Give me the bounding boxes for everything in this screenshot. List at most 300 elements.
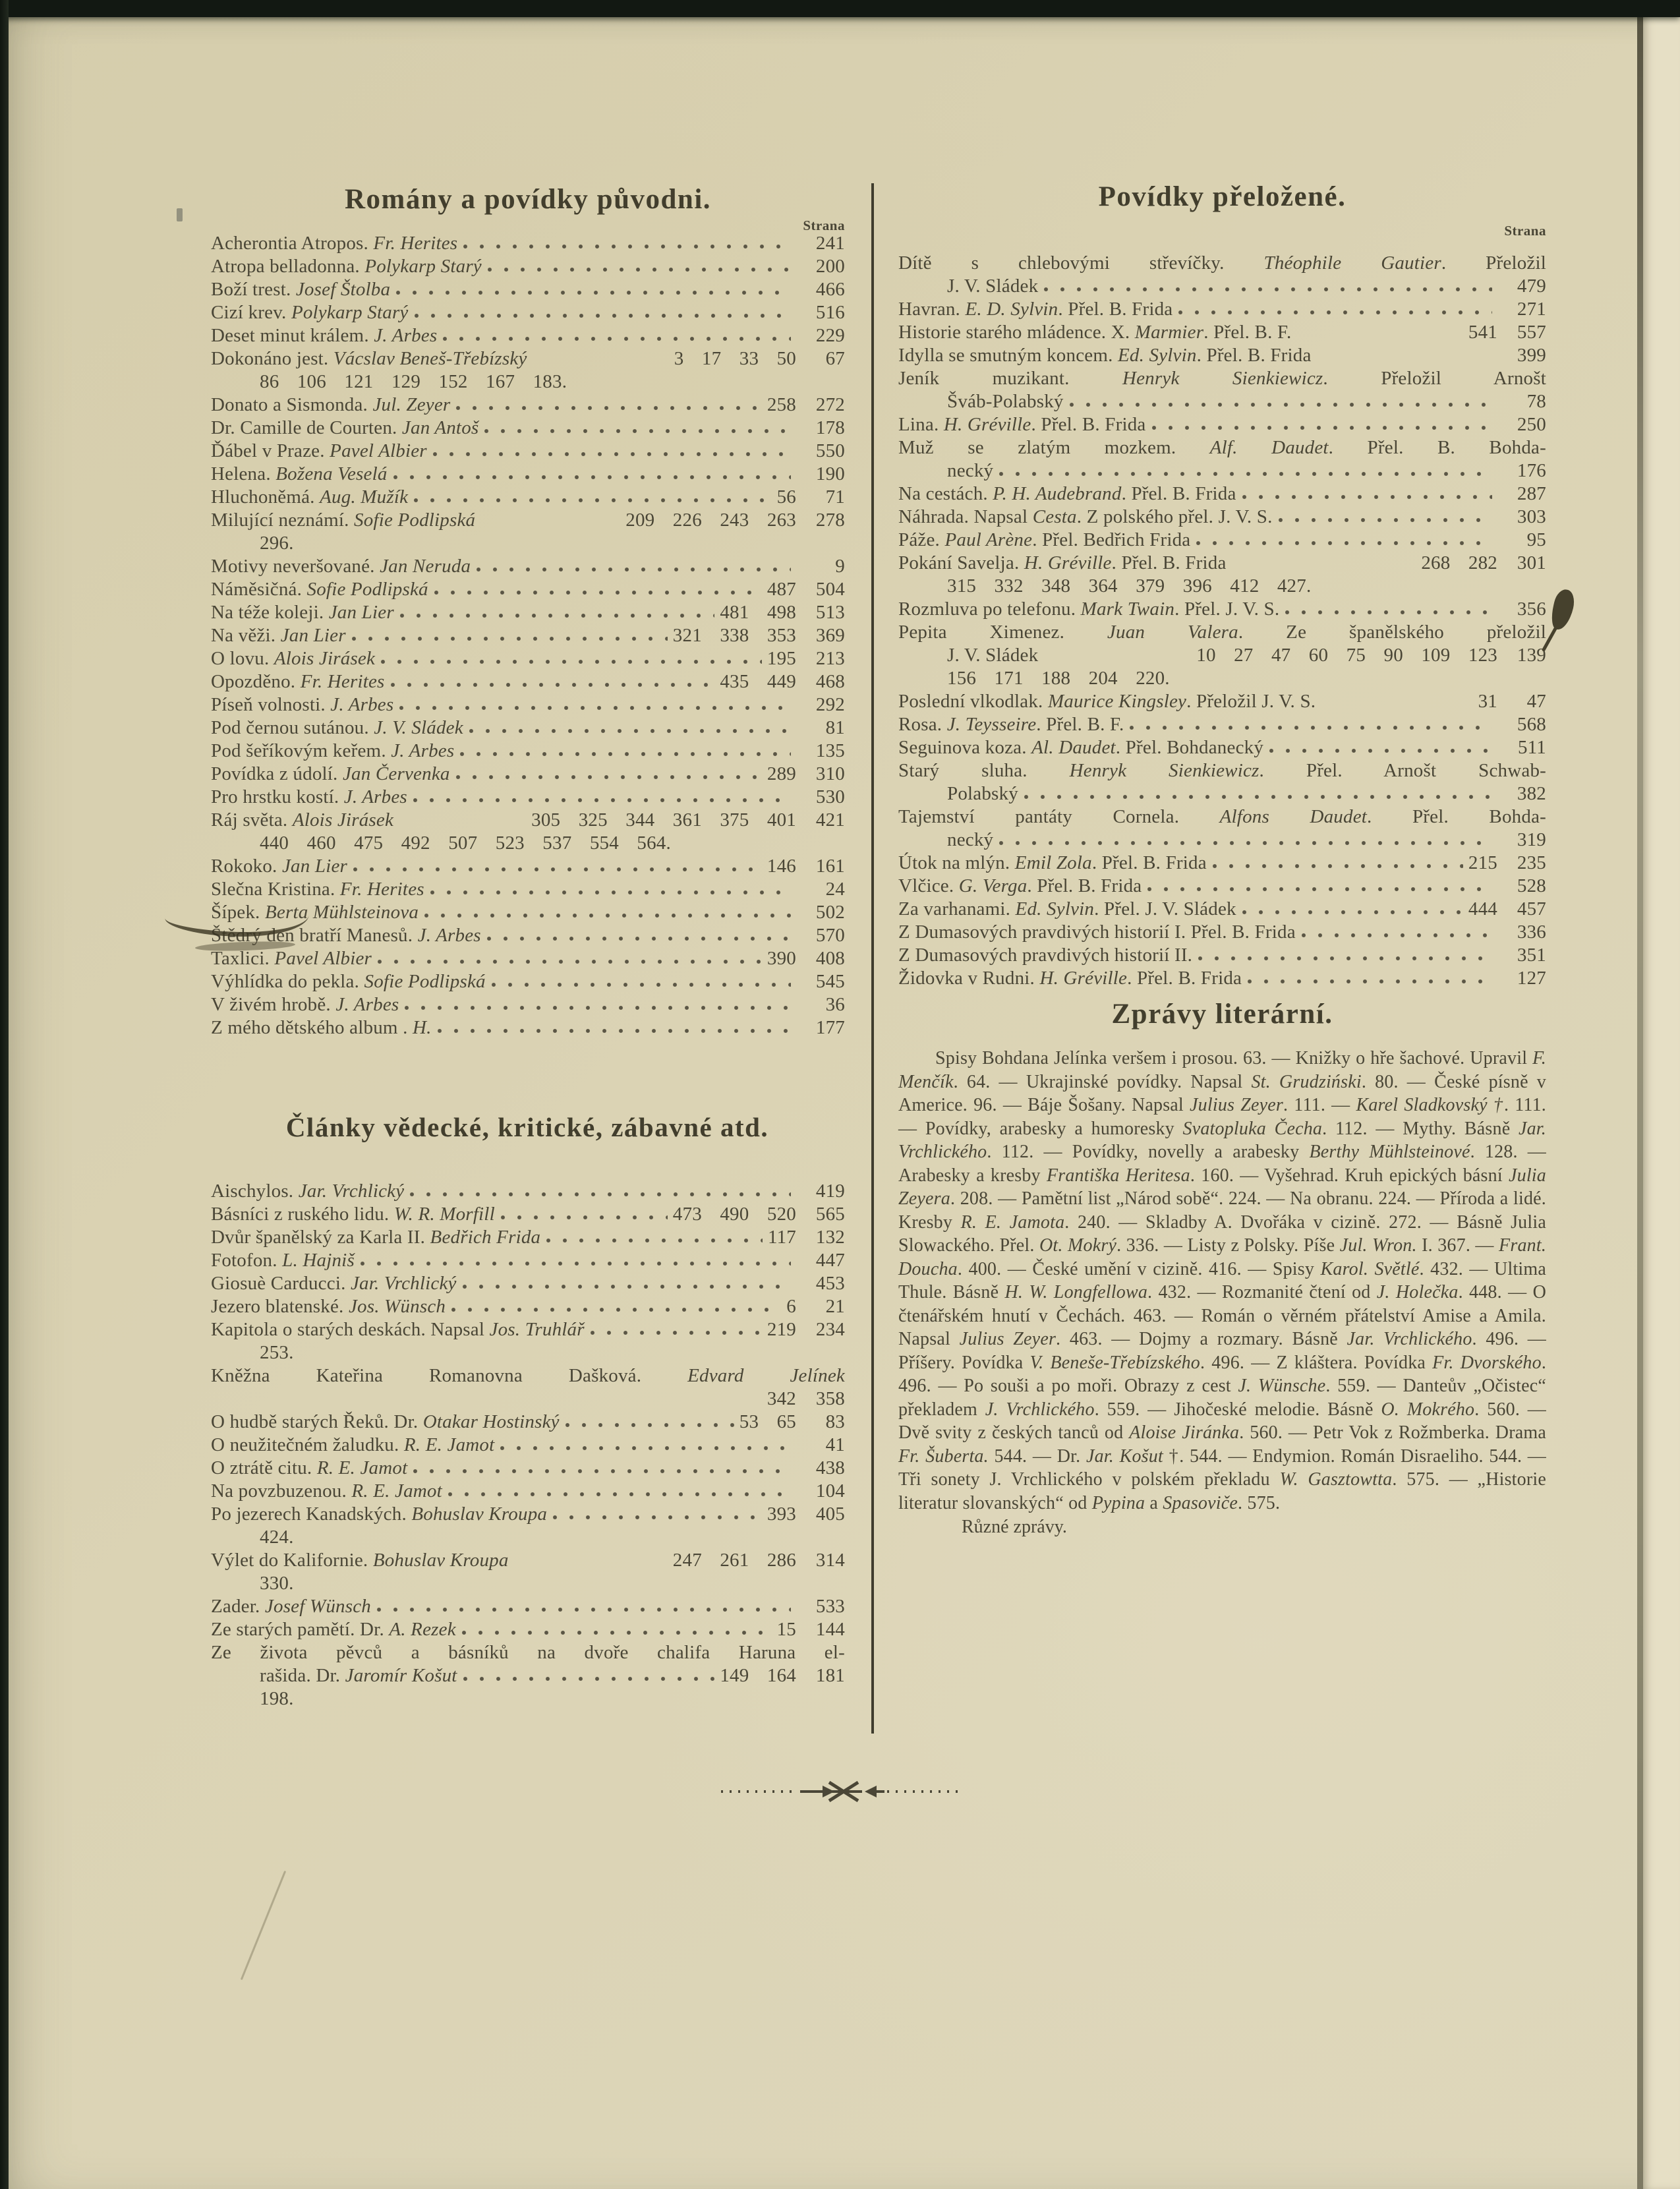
entry-title [211,440,427,463]
author-name: Karel Sladkovský † [1356,1095,1504,1115]
entry-title [211,716,463,740]
entry-text: Štědrý den bratří Manesů. [211,925,418,946]
entry-line [898,621,1546,644]
entry-text: Milující neznámí. [211,510,355,531]
entry-text: Zader. [211,1596,265,1617]
entry-text: . Přel. Bedřich Frida [1032,529,1191,550]
entry-title [898,298,1173,321]
page-number: 132 [815,1227,845,1248]
author-name: H. Gréville [1039,968,1128,989]
page-number: 234 [815,1319,845,1340]
entry-line [211,301,845,324]
entry-line [211,693,845,716]
entry-text: Výlet do Kalifornie. [211,1550,373,1571]
index-entry [211,278,845,301]
page-numbers: 305 325 344 361 375 401 [531,809,796,831]
entry-line [211,324,845,347]
author-name: R. E. Jamot [316,1457,408,1478]
page-number: 336 [1517,921,1546,943]
author-name: Al. Daudet [1031,737,1116,758]
author-name: Jan Lier [280,625,346,646]
page-number: 301 [1517,552,1546,573]
index-entry [211,624,845,647]
entry-text: 296. [260,533,294,554]
entry-text: Dítě s chlebovými střevíčky. [898,252,1264,274]
entry-line [211,1226,845,1249]
entry-text: . 160. — Vyšehrad. Kruh epických básní [1190,1165,1509,1186]
page-number: 139 [1517,645,1546,666]
entry-title [211,878,424,901]
author-name: Théophile Gautier [1263,252,1441,274]
entry-title [260,1526,294,1549]
entry-text: Židovka v Rudni. [898,968,1040,989]
entry-line [211,670,845,693]
entry-text: . Přel. B. Frida [1058,299,1173,320]
author-name: H. [413,1017,432,1038]
page-number: 550 [815,440,845,461]
entry-title [947,275,1038,298]
entry-title [211,578,428,601]
entry-text: . 240. — Skladby A. Dvořáka v cizině. 272. — Básně Julia Slowackého. Přel. [898,1211,1546,1256]
entry-text: . Přel. B. Frida [1121,483,1236,504]
index-list-povidky [898,252,1546,990]
entry-line [898,436,1546,459]
entry-text: . 463. — Dojmy a rozmary. Básně [1056,1329,1347,1349]
entry-title [211,1549,509,1572]
author-name: Božena Veselá [275,463,388,484]
entry-line [211,1526,845,1549]
entry-line [211,555,845,578]
section-title-povidky-prelozene: Povídky přeložené. [1098,181,1347,212]
entry-text: Z mého dětského album . [211,1017,413,1038]
entry-line [898,275,1546,298]
entry-text: Rosa. [898,714,947,735]
divider-ornament-icon [718,1777,962,1806]
author-name: A. Rezek [389,1619,456,1640]
entry-title [898,321,1291,344]
page-numbers: 209 226 243 263 [625,510,796,531]
entry-title [947,644,1038,667]
page-numbers: 342 [767,1388,796,1409]
author-name: Karol. Světlé [1320,1258,1420,1279]
page-numbers: 149 164 [720,1665,796,1686]
entry-text: Náměsičná. [211,579,307,600]
author-name: Paul Arène [944,529,1033,550]
index-entry [898,298,1546,321]
page-number: 47 [1526,691,1546,712]
entry-line [211,232,845,255]
page-number: 104 [815,1480,845,1502]
page-numbers: 481 498 [720,602,796,623]
page-number: 468 [815,671,845,692]
entry-title [260,532,294,555]
index-entry [898,875,1546,898]
index-entry [211,578,845,601]
author-name: J. V. Sládek [374,717,463,738]
section-title-romany: Romány a povídky původni. [344,184,712,215]
entry-title [211,1295,446,1318]
entry-line [898,944,1546,967]
index-entry [211,740,845,763]
page-number: 513 [815,602,845,623]
entry-title [898,921,1296,944]
index-entry [211,509,845,555]
index-entry [211,693,845,716]
entry-title [211,855,347,878]
entry-title [947,667,1170,690]
index-entry [211,855,845,878]
author-name: J. Arbes [391,740,455,761]
index-entry [898,344,1546,367]
entry-line [211,1411,845,1434]
entry-title [211,463,388,486]
entry-title [898,944,1192,967]
entry-title [898,482,1236,506]
index-entry [211,1249,845,1272]
entry-text: . 448. — O čtenářském hnutí v Čechách. 463. — Román o věrném přátelství Amise a Amila. Napsal [898,1282,1546,1349]
entry-title [211,1272,457,1295]
author-name: Jar. Vrchlický [298,1181,405,1202]
entry-line [898,829,1546,852]
index-entry [211,324,845,347]
entry-text: Lina. [898,414,944,435]
entry-text: . 496. — Po souši a po moři. Obrazy z cest [898,1352,1547,1396]
section-title-zpravy-literarni: Zprávy literární. [1111,999,1333,1030]
entry-text: Spisy Bohdana Jelínka veršem i prosou. 63. — Knižky o hře šachové. Upravil [935,1048,1533,1068]
entry-text: Básníci z ruského lidu. [211,1204,394,1225]
page-numbers: 268 282 [1421,552,1497,573]
page-number: 419 [815,1181,845,1202]
entry-line [211,1480,845,1503]
entry-text: Ze starých pamětí. Dr. [211,1619,390,1640]
strana-label-right: Strana [1504,223,1546,239]
entry-line [898,782,1546,805]
entry-text: Na věži. [211,625,281,646]
entry-title [898,875,1142,898]
entry-line [898,529,1546,552]
index-entry [898,321,1546,344]
entry-text: . 400. — České umění v cizině. 416. — Spisy [957,1258,1321,1279]
entry-text: Taxlici. [211,948,275,969]
author-name: Jul. Zeyer [372,394,451,415]
entry-title [947,459,993,482]
entry-text: Dokonáno jest. [211,348,333,369]
page-number: 530 [815,786,845,807]
entry-line [211,878,845,901]
index-entry [211,1203,845,1226]
entry-line [211,1641,845,1664]
author-name: H. Gréville [1024,552,1112,573]
entry-text: . Přel. Bohda- [1367,806,1547,827]
entry-title [211,970,486,993]
entry-text: O ztrátě citu. [211,1457,317,1478]
entry-line [898,344,1546,367]
entry-text: Pro hrstku kostí. [211,786,344,807]
author-name: Sofie Podlipská [354,510,476,531]
entry-title [898,967,1242,990]
author-name: Jan Lier [281,856,348,877]
entry-text: Ráj světa. [211,809,293,831]
entry-text: 198. [260,1688,294,1709]
entry-line [211,1295,845,1318]
page-number: 570 [815,925,845,946]
page-numbers: 53 65 [739,1411,796,1432]
author-name: Juan Valera [1107,622,1238,643]
author-name: Aloise Jiránka [1129,1422,1240,1443]
entry-line [211,1618,845,1641]
entry-line [898,736,1546,759]
index-entry [898,621,1546,690]
page-number: 502 [815,902,845,923]
entry-title [211,1480,442,1503]
index-entry [211,463,845,486]
page-number: 447 [815,1250,845,1271]
entry-text: . 111. — Povídky, arabesky a humoresky [898,1095,1546,1139]
page-number: 181 [815,1665,845,1686]
index-entry [211,1411,845,1434]
entry-title [211,1249,355,1272]
entry-text: . Z polského přel. J. V. S. [1076,506,1273,527]
author-name: Sofie Podlipská [306,579,428,600]
index-entry [211,555,845,578]
entry-text: . Přel. B. Frida [1027,875,1142,896]
entry-text: Z Dumasových pravdivých historií II. [898,945,1193,966]
page-number: 21 [825,1296,845,1317]
author-name: Julius Zeyer [1190,1095,1283,1115]
entry-text: . 496. — Příšery. Povídka [898,1329,1546,1373]
entry-text: 315 332 348 364 379 396 412 427. [947,575,1312,597]
index-entry [211,1318,845,1364]
author-name: Ot. Mokrý [1039,1235,1117,1256]
entry-title [898,852,1207,875]
entry-text: Motivy neveršované. [211,556,380,577]
entry-title [898,529,1190,552]
ruzne-zpravy-line: Různé zprávy. [962,1517,1067,1537]
entry-line [211,993,845,1016]
page-fold-line [1637,0,1643,2189]
author-name: J. Arbes [374,325,438,346]
page-number: 516 [815,302,845,323]
page-number: 466 [815,279,845,300]
entry-title [211,1618,456,1641]
page-number: 511 [1517,737,1546,758]
entry-title [211,763,450,786]
entry-line [211,947,845,970]
entry-text: Pepita Ximenez. [898,622,1107,643]
entry-title [947,390,1064,413]
entry-line [211,1180,845,1203]
author-name: Fr. Herites [339,879,424,900]
index-entry [898,759,1546,805]
entry-line [211,347,845,370]
entry-text: Helena. [211,463,276,484]
index-entry [211,786,845,809]
author-name: J. Wünsche [1238,1376,1326,1396]
author-name: J. Arbes [343,786,407,807]
author-name: Jar. Košut [1086,1445,1163,1467]
entry-text: Havran. [898,299,966,320]
index-entry [211,924,845,947]
entry-text: Aischylos. [211,1181,299,1202]
page-number: 272 [815,394,845,415]
author-name: V. Beneše-Třebízského [1029,1352,1201,1373]
index-entry [898,529,1546,552]
index-entry [211,1595,845,1618]
index-entry [211,1549,845,1595]
entry-text: Acherontia Atropos. [211,233,374,254]
entry-text: Za varhanami. [898,898,1016,919]
entry-text: 156 171 188 204 220. [947,668,1170,689]
entry-title [947,829,993,852]
entry-title [211,394,450,417]
index-entry [898,436,1546,482]
index-entry [211,809,845,855]
entry-text: 330. [260,1573,294,1594]
entry-title [947,575,1311,598]
entry-title [211,509,475,532]
entry-text: . 432. — Rozmanité čtení od [1147,1282,1377,1302]
index-entry [211,1016,845,1039]
author-name: Vácslav Beneš-Třebízský [333,348,527,369]
author-name: G. Verga [958,875,1028,896]
page-numbers: 390 [767,948,796,969]
page-number: 528 [1517,875,1546,896]
author-name: Berta Mühlsteinova [264,902,419,923]
entry-title [211,486,408,509]
page-numbers: 321 338 353 [672,625,796,646]
entry-line [898,759,1546,782]
author-name: Mark Twain [1080,598,1175,620]
author-name: Jaromír Košut [345,1665,457,1686]
entry-text: Historie starého mládence. X. [898,322,1135,343]
index-entry [211,1618,845,1641]
index-entry [898,506,1546,529]
author-name: Polykarp Starý [364,256,482,277]
entry-text: . Přeložil [1441,252,1546,274]
entry-text: 253. [260,1342,294,1363]
entry-title [211,555,471,578]
entry-text: Povídka z údolí. [211,763,343,784]
entry-text: . 128. — Arabesky a kresby [898,1142,1546,1186]
scan-left-edge [0,0,9,2189]
page-number: 161 [815,856,845,877]
page-numbers: 473 490 520 [672,1204,796,1225]
entry-line [898,690,1546,713]
page-numbers: 215 [1468,852,1497,873]
entry-text: . 559. — Jihočeské melodie. Básně [1094,1399,1381,1420]
entry-line [211,1318,845,1341]
author-name: Fr. Herites [300,671,385,692]
page-number: 241 [815,233,845,254]
entry-text: Rozmluva po telefonu. [898,598,1081,620]
entry-line [211,417,845,440]
strana-label-left: Strana [803,218,845,233]
entry-line [898,921,1546,944]
entry-line [211,1341,845,1364]
index-entry [211,1480,845,1503]
entry-title [211,1203,495,1226]
index-entry [211,347,845,394]
entry-title [211,809,393,832]
author-name: R. E. Jamot [351,1480,442,1502]
page-number: 356 [1517,598,1546,620]
entry-text: . 80. — České písně v Americe. 96. — Báje Šošany. Napsal [898,1071,1546,1115]
author-name: Pavel Albier [330,440,427,461]
entry-title [898,598,1279,621]
page-number: 278 [815,510,845,531]
entry-line [211,532,845,555]
author-name: Josef Wünsch [264,1596,371,1617]
index-entry [211,947,845,970]
entry-line [211,1387,845,1411]
page-numbers: 219 [767,1319,796,1340]
index-entry [211,301,845,324]
entry-line [211,740,845,763]
page-number: 557 [1517,322,1546,343]
entry-text: 86 106 121 129 152 167 183. [260,371,567,392]
entry-line [898,598,1546,621]
entry-line [898,298,1546,321]
entry-line [898,482,1546,506]
entry-line [211,1503,845,1526]
entry-title [260,1572,294,1595]
entry-text: Kněžna Kateřina Romanovna Dašková. [211,1365,688,1386]
entry-text: . Přel. B. Frida [1111,552,1227,573]
page-numbers: 444 [1468,898,1497,919]
entry-text: . Přel. B. F. [1036,714,1124,735]
entry-text: Fotofon. [211,1250,283,1271]
entry-text: Píseň volnosti. [211,694,331,715]
entry-text: . 496. — Z kláštera. Povídka [1200,1352,1433,1373]
author-name: Pypina [1091,1492,1145,1513]
entry-text: rašida. Dr. [260,1665,345,1686]
entry-title [898,413,1146,436]
author-name: J. Vrchlického [985,1399,1095,1420]
page-number: 568 [1517,714,1546,735]
index-entry [211,878,845,901]
entry-title [260,1341,294,1364]
entry-text: Polabský [947,783,1018,804]
index-entry [211,1180,845,1203]
index-entry [898,367,1546,413]
page-number: 135 [815,740,845,761]
page-number: 351 [1517,945,1546,966]
entry-line [211,278,845,301]
page-numbers: 195 [767,648,796,669]
author-name: Jar. Vrchlický [350,1273,457,1294]
entry-text: Vlčice. [898,875,959,896]
entry-text: . Přel. B. F. [1203,322,1292,343]
entry-line [211,1549,845,1572]
entry-text: necký [947,460,994,481]
entry-text: I. 367. — [1416,1235,1499,1256]
index-entry [898,805,1546,852]
entry-line [211,578,845,601]
index-entry [211,1503,845,1549]
page-number: 200 [815,256,845,277]
entry-title [260,1687,294,1710]
literary-news-paragraph [898,1047,1546,1515]
entry-text: 424. [260,1527,294,1548]
entry-text: . 336. — Listy z Polsky. Píše [1116,1235,1340,1256]
author-name: Františka Heritesa [1046,1165,1190,1186]
page-number: 457 [1517,898,1546,919]
entry-title [260,370,567,394]
page-number: 303 [1517,506,1546,527]
author-name: Jan Červenka [342,763,450,784]
page-number: 213 [815,648,845,669]
page-number: 314 [815,1550,845,1571]
